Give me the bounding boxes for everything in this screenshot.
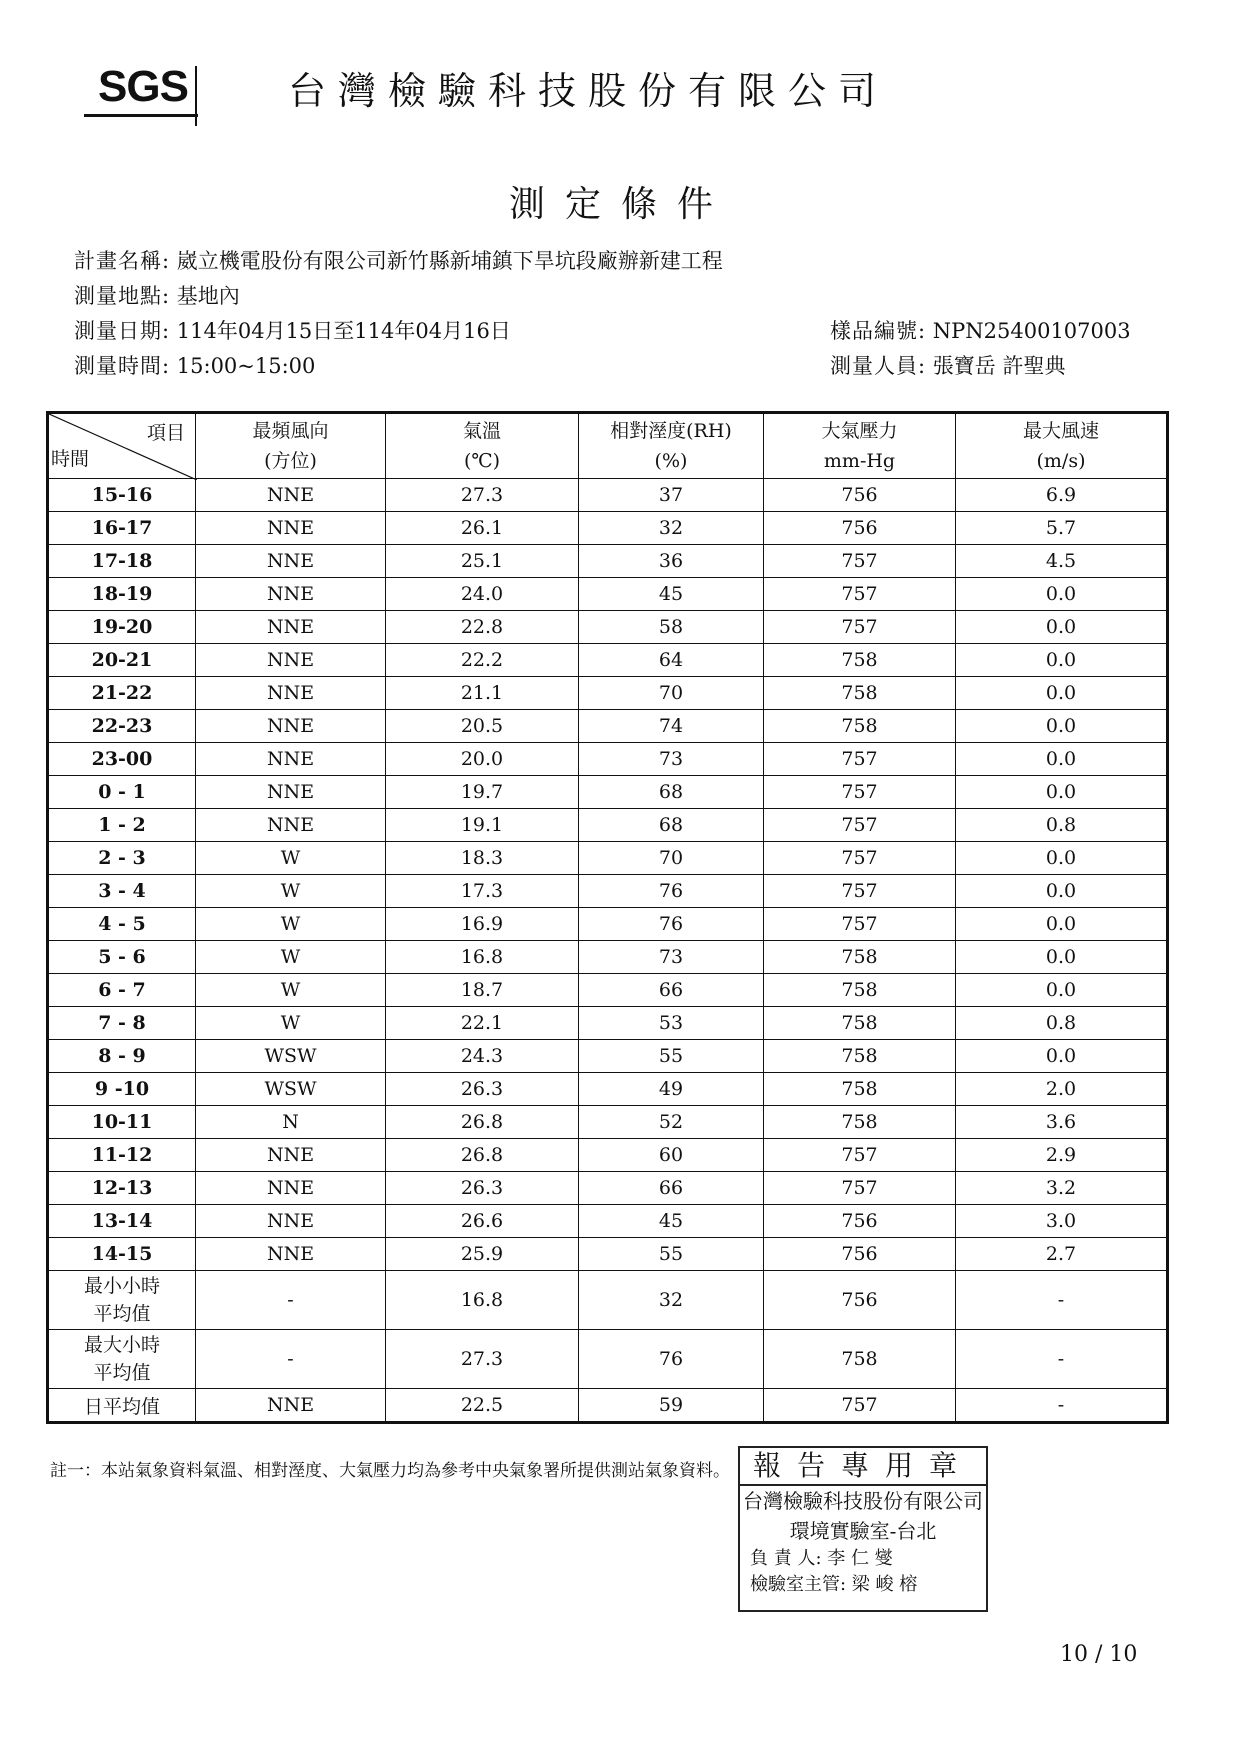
col-name: 最頻風向 (252, 420, 329, 442)
table-cell: 0.8 (956, 1007, 1168, 1040)
table-cell: 45 (579, 578, 764, 611)
table-cell: 757 (764, 1172, 956, 1205)
corner-header (48, 413, 196, 479)
table-cell: 55 (579, 1238, 764, 1271)
time-cell: 19-20 (48, 611, 196, 644)
time-cell: 6 - 7 (48, 974, 196, 1007)
table-cell: - (196, 1330, 386, 1389)
col-name: 相對溼度(RH) (610, 420, 732, 442)
table-cell: 25.9 (386, 1238, 579, 1271)
table-cell: W (196, 875, 386, 908)
table-cell: 756 (764, 1271, 956, 1330)
table-cell: NNE (196, 545, 386, 578)
footnote: 註一：本站氣象資料氣溫、相對溼度、大氣壓力均為參考中央氣象署所提供測站氣象資料。 (50, 1461, 730, 1481)
table-cell: 757 (764, 875, 956, 908)
table-row (48, 1073, 1168, 1106)
table-cell: 756 (764, 1205, 956, 1238)
table-cell: 60 (579, 1139, 764, 1172)
table-cell: 32 (579, 512, 764, 545)
table-cell: 3.2 (956, 1172, 1168, 1205)
table-row (48, 941, 1168, 974)
table-cell: 758 (764, 1040, 956, 1073)
table-row (48, 974, 1168, 1007)
table-cell: 756 (764, 479, 956, 512)
table-cell: 26.8 (386, 1106, 579, 1139)
table-cell: 52 (579, 1106, 764, 1139)
table-row (48, 479, 1168, 512)
col-unit: (%) (654, 450, 688, 472)
table-cell: 756 (764, 512, 956, 545)
table-row (48, 1238, 1168, 1271)
table-cell: 64 (579, 644, 764, 677)
stamp-company: 台灣檢驗科技股份有限公司 (743, 1489, 983, 1513)
staff-label: 測量人員: (830, 354, 927, 378)
table-cell: 3.6 (956, 1106, 1168, 1139)
table-cell: NNE (196, 1139, 386, 1172)
table-cell: 22.8 (386, 611, 579, 644)
col-name: 最大風速 (1022, 420, 1099, 442)
table-cell: NNE (196, 512, 386, 545)
table-cell: 73 (579, 743, 764, 776)
table-cell: 74 (579, 710, 764, 743)
table-cell: 19.1 (386, 809, 579, 842)
col-unit: (方位) (264, 450, 317, 472)
table-cell: 757 (764, 1139, 956, 1172)
max-label-2: 平均值 (93, 1362, 151, 1384)
time-cell: 5 - 6 (48, 941, 196, 974)
table-cell: 758 (764, 644, 956, 677)
stamp-lab: 環境實驗室-台北 (789, 1519, 937, 1543)
table-cell: 0.0 (956, 611, 1168, 644)
table-cell: 70 (579, 677, 764, 710)
project-line (74, 245, 723, 275)
max-label-1: 最大小時 (83, 1334, 160, 1356)
table-cell: 0.8 (956, 809, 1168, 842)
table-row (48, 875, 1168, 908)
corner-time-label: 時間 (51, 448, 90, 470)
table-cell: NNE (196, 677, 386, 710)
time-cell: 13-14 (48, 1205, 196, 1238)
time-line (74, 350, 315, 380)
staff-value: 張寶岳 許聖典 (932, 354, 1066, 378)
time-value: 15:00~15:00 (176, 354, 316, 378)
table-cell: 2.0 (956, 1073, 1168, 1106)
stamp-responsible: 負 責 人: 李 仁 燮 (750, 1548, 893, 1569)
table-cell: 16.8 (386, 941, 579, 974)
time-cell: 3 - 4 (48, 875, 196, 908)
table-cell: 758 (764, 941, 956, 974)
table-row (48, 809, 1168, 842)
time-cell: 12-13 (48, 1172, 196, 1205)
time-cell: 7 - 8 (48, 1007, 196, 1040)
table-cell: 4.5 (956, 545, 1168, 578)
table-cell: 73 (579, 941, 764, 974)
stamp-supervisor: 檢驗室主管: 梁 峻 榕 (750, 1574, 918, 1595)
col-header-temp (386, 413, 579, 479)
col-name: 氣溫 (462, 420, 501, 442)
table-cell: 21.1 (386, 677, 579, 710)
table-cell: WSW (196, 1073, 386, 1106)
table-cell: 0.0 (956, 776, 1168, 809)
time-cell: 18-19 (48, 578, 196, 611)
min-label-1: 最小小時 (83, 1275, 160, 1297)
table-cell: 0.0 (956, 677, 1168, 710)
table-cell: NNE (196, 644, 386, 677)
table-cell: 0.0 (956, 842, 1168, 875)
corner-item-label: 項目 (146, 422, 185, 444)
col-unit: (m/s) (1036, 450, 1086, 472)
project-value: 崴立機電股份有限公司新竹縣新埔鎮下旱坑段廠辦新建工程 (176, 249, 723, 273)
table-cell: W (196, 842, 386, 875)
col-header-pressure (764, 413, 956, 479)
location-line (74, 280, 240, 310)
table-row (48, 1205, 1168, 1238)
table-cell: 0.0 (956, 908, 1168, 941)
project-label: 計畫名稱: (74, 249, 171, 273)
table-row (48, 842, 1168, 875)
date-line (74, 315, 511, 345)
table-cell: 757 (764, 842, 956, 875)
col-name: 大氣壓力 (821, 420, 898, 442)
time-cell: 14-15 (48, 1238, 196, 1271)
location-value: 基地內 (176, 284, 240, 308)
time-cell: 2 - 3 (48, 842, 196, 875)
table-cell: 758 (764, 1073, 956, 1106)
table-cell: 26.3 (386, 1073, 579, 1106)
table-cell: - (956, 1389, 1168, 1423)
table-cell: 24.3 (386, 1040, 579, 1073)
table-cell: 58 (579, 611, 764, 644)
table-cell: 17.3 (386, 875, 579, 908)
table-cell: 2.9 (956, 1139, 1168, 1172)
table-cell: NNE (196, 1205, 386, 1238)
table-cell: - (196, 1271, 386, 1330)
col-unit: mm-Hg (823, 450, 896, 472)
table-cell: NNE (196, 809, 386, 842)
table-row (48, 545, 1168, 578)
table-cell: W (196, 941, 386, 974)
table-cell: NNE (196, 479, 386, 512)
document-title: 測定條件 (508, 184, 733, 225)
time-cell: 8 - 9 (48, 1040, 196, 1073)
min-label-2: 平均值 (93, 1303, 151, 1325)
table-cell: NNE (196, 776, 386, 809)
report-seal-stamp (738, 1446, 988, 1612)
table-cell: 757 (764, 908, 956, 941)
table-cell: 757 (764, 776, 956, 809)
time-cell: 23-00 (48, 743, 196, 776)
table-cell: NNE (196, 611, 386, 644)
table-cell: NNE (196, 1172, 386, 1205)
stamp-title: 報告專用章 (740, 1448, 986, 1486)
table-cell: 26.8 (386, 1139, 579, 1172)
table-cell: 37 (579, 479, 764, 512)
table-row (48, 1172, 1168, 1205)
table-cell: NNE (196, 1389, 386, 1423)
table-cell: 0.0 (956, 974, 1168, 1007)
col-header-wind-dir (196, 413, 386, 479)
table-cell: 26.3 (386, 1172, 579, 1205)
table-row (48, 611, 1168, 644)
table-cell: 757 (764, 743, 956, 776)
time-cell: 20-21 (48, 644, 196, 677)
table-cell: W (196, 1007, 386, 1040)
logo-underline (84, 114, 198, 117)
table-cell: 0.0 (956, 644, 1168, 677)
table-cell: 20.0 (386, 743, 579, 776)
location-label: 測量地點: (74, 284, 171, 308)
table-cell: 22.5 (386, 1389, 579, 1423)
table-cell: 76 (579, 1330, 764, 1389)
table-cell: 0.0 (956, 710, 1168, 743)
table-cell: W (196, 974, 386, 1007)
table-cell: 18.7 (386, 974, 579, 1007)
table-cell: 757 (764, 611, 956, 644)
table-cell: 758 (764, 710, 956, 743)
table-cell: 49 (579, 1073, 764, 1106)
table-row (48, 512, 1168, 545)
time-cell: 9 -10 (48, 1073, 196, 1106)
col-header-humidity (579, 413, 764, 479)
sample-label: 樣品編號: (830, 319, 927, 343)
table-cell: 66 (579, 974, 764, 1007)
table-cell: 757 (764, 1389, 956, 1423)
table-cell: N (196, 1106, 386, 1139)
table-cell: 0.0 (956, 578, 1168, 611)
table-row (48, 1106, 1168, 1139)
time-cell: 1 - 2 (48, 809, 196, 842)
table-cell: 3.0 (956, 1205, 1168, 1238)
table-cell: 5.7 (956, 512, 1168, 545)
table-cell: 758 (764, 1106, 956, 1139)
table-cell: 20.5 (386, 710, 579, 743)
table-cell: NNE (196, 1238, 386, 1271)
table-cell: 27.3 (386, 479, 579, 512)
table-cell: 18.3 (386, 842, 579, 875)
table-cell: 59 (579, 1389, 764, 1423)
table-row (48, 776, 1168, 809)
table-row (48, 743, 1168, 776)
table-cell: 76 (579, 875, 764, 908)
table-cell: 66 (579, 1172, 764, 1205)
table-cell: 22.1 (386, 1007, 579, 1040)
date-label: 測量日期: (74, 319, 171, 343)
table-cell: 757 (764, 809, 956, 842)
table-cell: W (196, 908, 386, 941)
table-cell: 16.8 (386, 1271, 579, 1330)
table-cell: 0.0 (956, 1040, 1168, 1073)
table-cell: 26.1 (386, 512, 579, 545)
table-cell: 0.0 (956, 875, 1168, 908)
col-header-wind-speed (956, 413, 1168, 479)
logo-divider (195, 66, 197, 126)
time-cell: 11-12 (48, 1139, 196, 1172)
table-cell: 758 (764, 1007, 956, 1040)
daily-average-row (48, 1389, 1168, 1423)
table-cell: 24.0 (386, 578, 579, 611)
weather-data-table (46, 411, 1169, 1424)
staff-line (830, 350, 1065, 380)
table-row (48, 1007, 1168, 1040)
table-row (48, 1139, 1168, 1172)
max-label (48, 1330, 196, 1389)
table-cell: 758 (764, 677, 956, 710)
min-hourly-row (48, 1271, 1168, 1330)
avg-label: 日平均值 (48, 1389, 196, 1423)
table-row (48, 578, 1168, 611)
time-cell: 4 - 5 (48, 908, 196, 941)
min-label (48, 1271, 196, 1330)
table-cell: 55 (579, 1040, 764, 1073)
table-cell: 0.0 (956, 743, 1168, 776)
table-cell: 16.9 (386, 908, 579, 941)
table-cell: - (956, 1330, 1168, 1389)
table-cell: 758 (764, 974, 956, 1007)
time-cell: 0 - 1 (48, 776, 196, 809)
table-cell: NNE (196, 743, 386, 776)
table-cell: 70 (579, 842, 764, 875)
date-value: 114年04月15日至114年04月16日 (176, 319, 511, 343)
time-cell: 17-18 (48, 545, 196, 578)
table-cell: 22.2 (386, 644, 579, 677)
table-cell: NNE (196, 578, 386, 611)
table-cell: 53 (579, 1007, 764, 1040)
table-cell: 32 (579, 1271, 764, 1330)
max-hourly-row (48, 1330, 1168, 1389)
table-cell: 757 (764, 545, 956, 578)
table-cell: 76 (579, 908, 764, 941)
sample-value: NPN25400107003 (932, 319, 1131, 343)
time-cell: 15-16 (48, 479, 196, 512)
table-cell: 68 (579, 809, 764, 842)
table-cell: 6.9 (956, 479, 1168, 512)
page-number: 10 / 10 (1060, 1642, 1138, 1667)
table-cell: 36 (579, 545, 764, 578)
table-row (48, 1040, 1168, 1073)
table-cell: 758 (764, 1330, 956, 1389)
table-cell: 756 (764, 1238, 956, 1271)
time-cell: 22-23 (48, 710, 196, 743)
time-label: 測量時間: (74, 354, 171, 378)
table-cell: 19.7 (386, 776, 579, 809)
table-cell: - (956, 1271, 1168, 1330)
table-row (48, 677, 1168, 710)
table-row (48, 908, 1168, 941)
table-cell: 2.7 (956, 1238, 1168, 1271)
table-cell: 25.1 (386, 545, 579, 578)
table-cell: 68 (579, 776, 764, 809)
time-cell: 10-11 (48, 1106, 196, 1139)
table-cell: 757 (764, 578, 956, 611)
table-cell: 27.3 (386, 1330, 579, 1389)
sample-line (830, 315, 1131, 345)
table-cell: WSW (196, 1040, 386, 1073)
time-cell: 16-17 (48, 512, 196, 545)
table-cell: 26.6 (386, 1205, 579, 1238)
col-unit: (℃) (463, 450, 501, 472)
company-name: 台灣檢驗科技股份有限公司 (288, 69, 889, 113)
sgs-logo: SGS (98, 62, 188, 111)
time-cell: 21-22 (48, 677, 196, 710)
table-cell: 45 (579, 1205, 764, 1238)
table-cell: NNE (196, 710, 386, 743)
table-row (48, 710, 1168, 743)
table-cell: 0.0 (956, 941, 1168, 974)
table-row (48, 644, 1168, 677)
